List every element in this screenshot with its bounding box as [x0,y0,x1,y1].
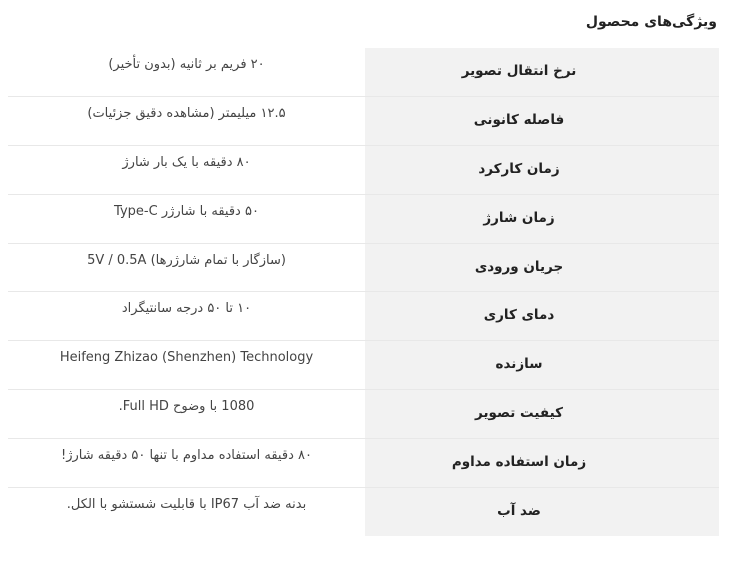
spec-key-cell [365,390,719,439]
table-row [8,97,719,146]
table-row [8,390,719,439]
spec-value: ۸۰ دقیقه با یک بار شارژ [122,155,251,171]
spec-key: دمای کاری [483,307,555,324]
table-row [8,48,719,97]
spec-value-cell [8,292,365,341]
spec-value: Heifeng Zhizao (Shenzhen) Technology [59,350,314,366]
spec-key: زمان استفاده مداوم [451,453,587,470]
spec-value-cell [8,194,365,243]
table-row [8,487,719,536]
spec-value-cell [8,146,365,195]
spec-key-cell [365,97,719,146]
spec-key: سازنده [495,356,543,373]
spec-key: زمان کارکرد [478,161,560,178]
spec-key-cell [365,146,719,195]
spec-key: ضد آب [497,502,541,519]
table-row [8,194,719,243]
spec-value: 1080 با وضوح Full HD. [118,399,255,415]
spec-value: ۵۰ دقیقه با شارژر Type-C [114,203,259,219]
spec-value-cell [8,341,365,390]
specs-table [8,48,719,536]
spec-key-cell [365,243,719,292]
table-row [8,341,719,390]
section-title: ویژگی‌های محصول [585,14,717,30]
spec-value: 5V / 0.5A (سازگار با تمام شارژرها) [87,252,286,268]
spec-key: فاصله کانونی [473,112,565,129]
spec-value-cell [8,390,365,439]
spec-value-cell [8,487,365,536]
spec-key-cell [365,341,719,390]
spec-value-cell [8,48,365,97]
spec-key-cell [365,292,719,341]
spec-key-cell [365,438,719,487]
spec-key: زمان شارژ [483,209,555,226]
spec-value-cell [8,243,365,292]
table-row [8,438,719,487]
spec-value-cell [8,97,365,146]
table-row [8,243,719,292]
spec-value: ۱۰ تا ۵۰ درجه سانتیگراد [121,301,252,317]
spec-key-cell [365,194,719,243]
spec-key: جریان ورودی [474,258,564,275]
spec-value: ۸۰ دقیقه استفاده مداوم با تنها ۵۰ دقیقه شارژ! [61,447,312,463]
spec-key-cell [365,48,719,97]
spec-value-cell [8,438,365,487]
spec-key: نرخ انتقال تصویر [461,63,577,79]
spec-key-cell [365,487,719,536]
spec-key: کیفیت تصویر [475,405,563,422]
spec-value: بدنه ضد آب IP67 با قابلیت شستشو با الکل. [66,496,307,512]
spec-value: ۲۰ فریم بر ثانیه (بدون تأخیر) [108,57,265,72]
spec-value: ۱۲.۵ میلیمتر (مشاهده دقیق جزئیات) [87,106,286,122]
table-row [8,292,719,341]
table-row [8,146,719,195]
